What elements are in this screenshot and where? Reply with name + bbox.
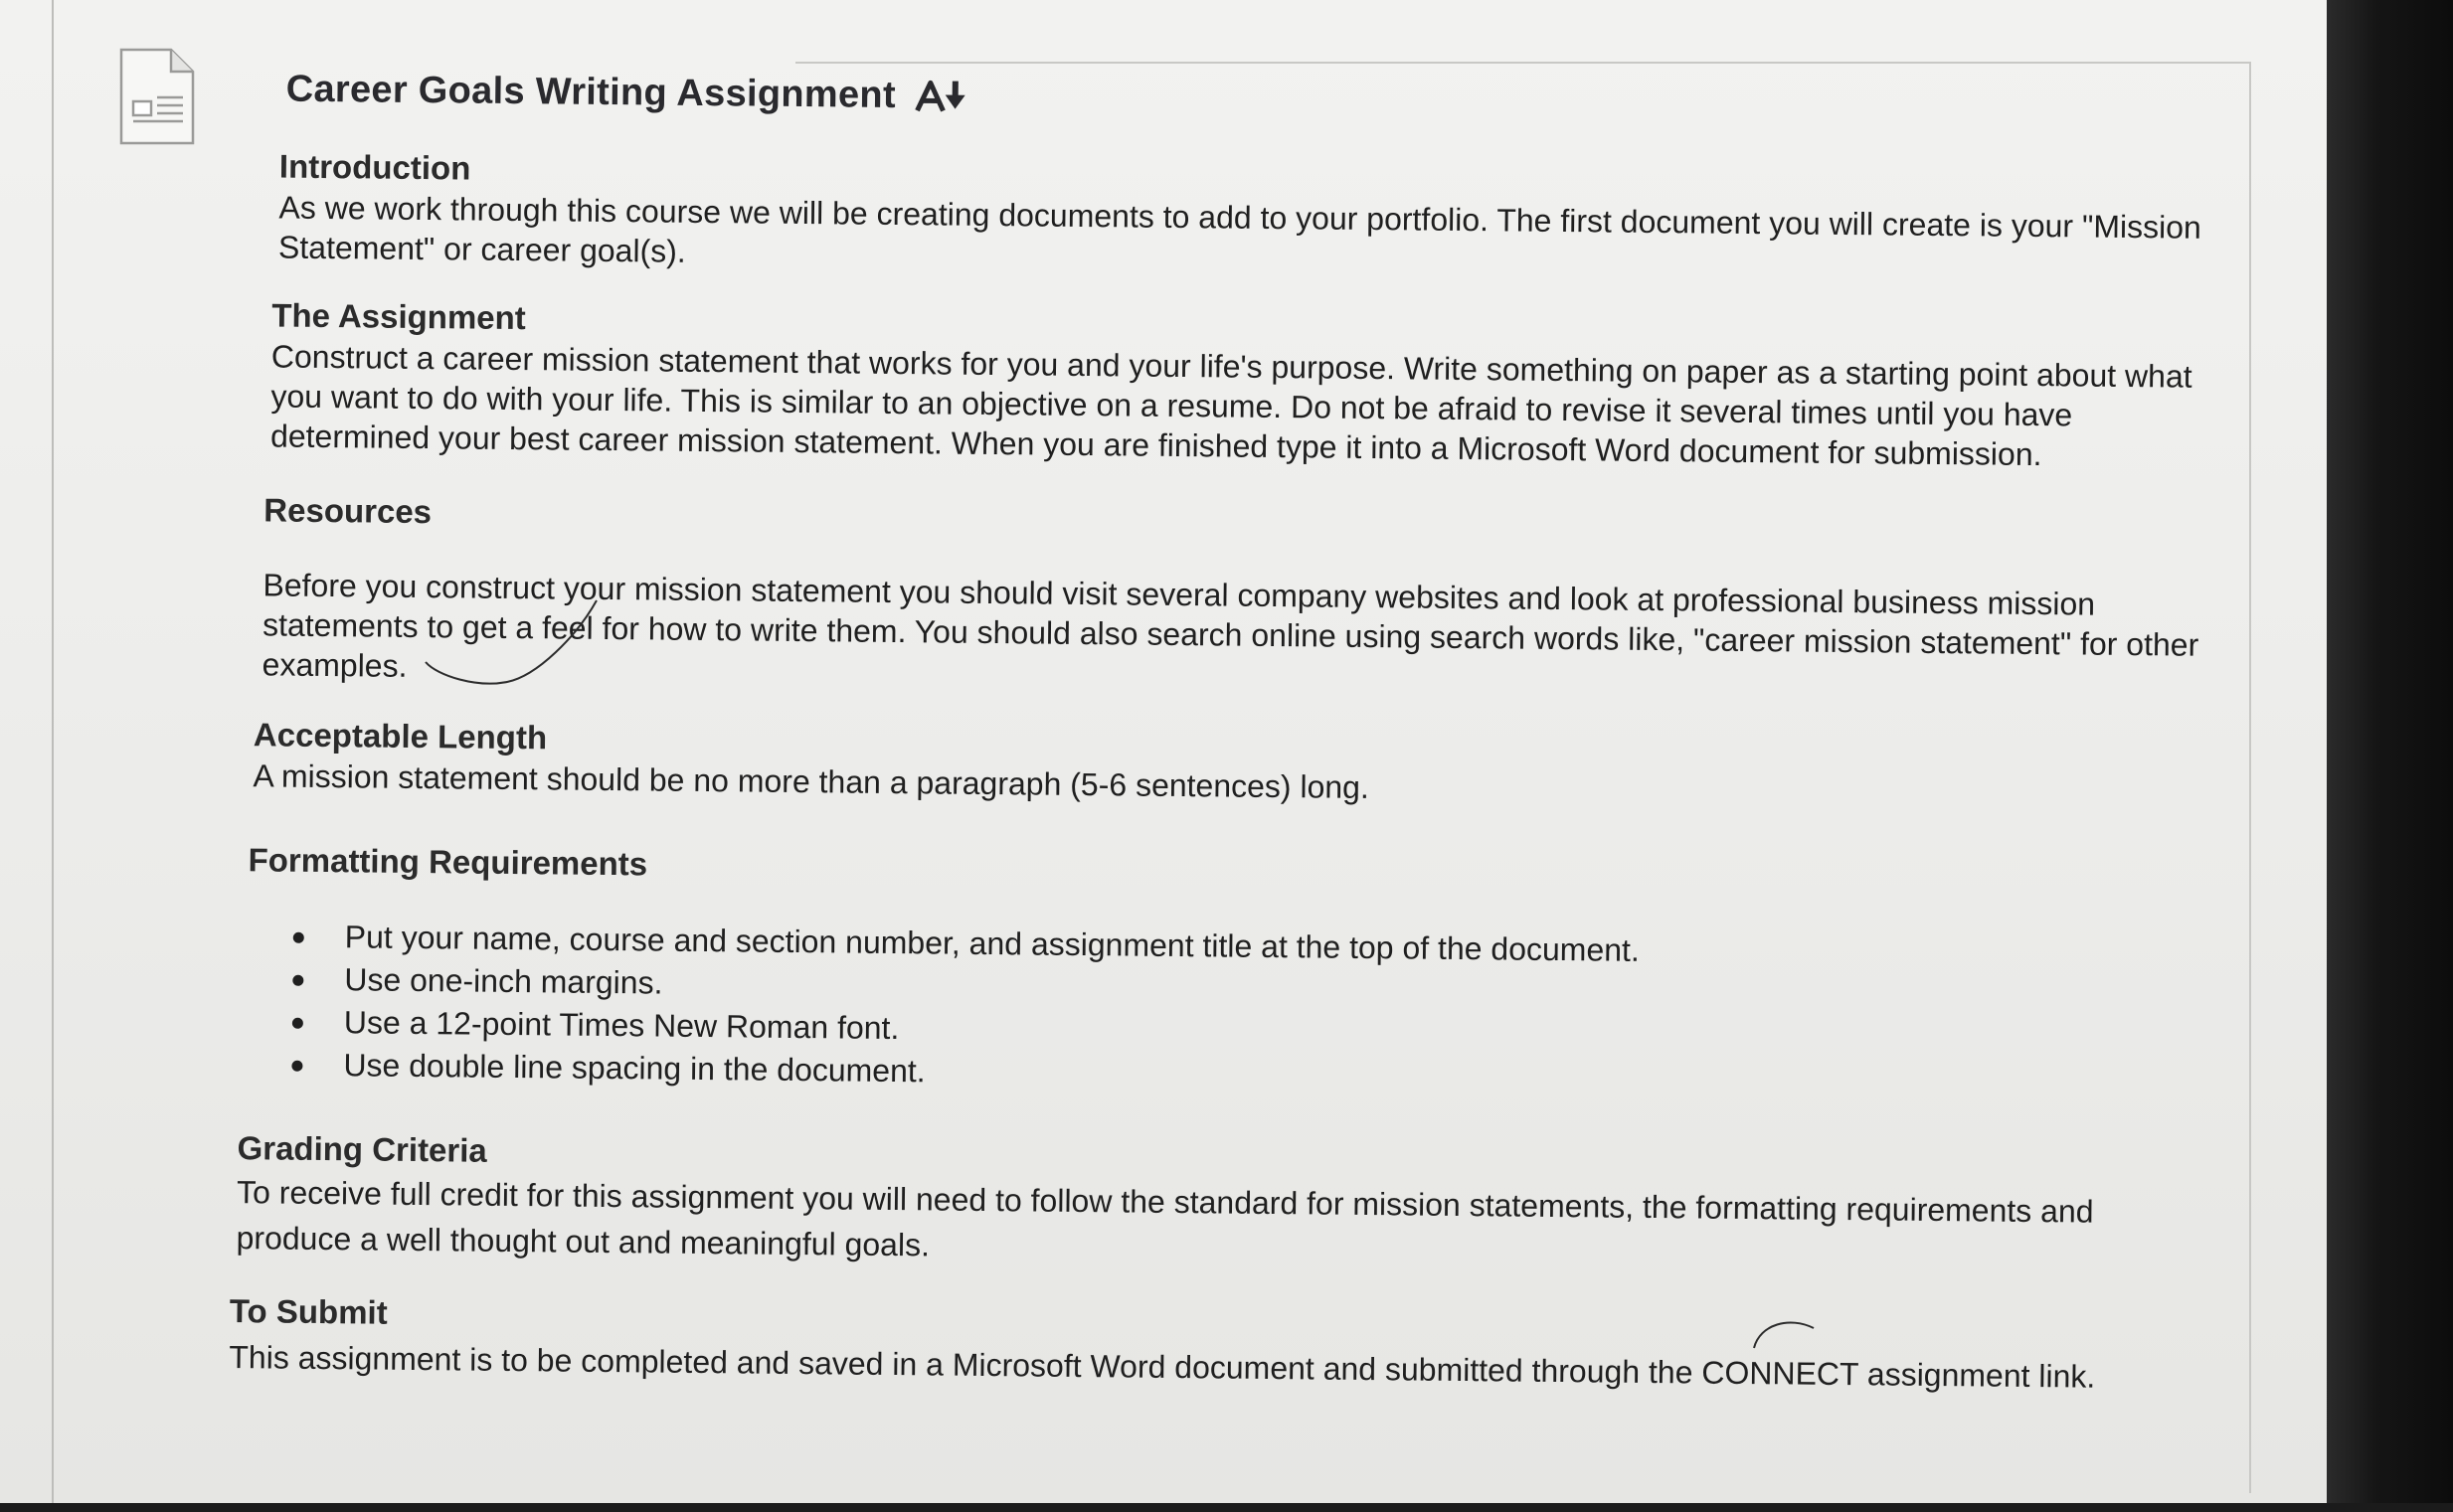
section-text: A mission statement should be no more than a paragraph (5-6 sentences) long.	[253, 757, 1370, 806]
divider	[795, 62, 2249, 64]
device-bezel	[0, 1503, 2453, 1512]
device-bezel	[2327, 0, 2453, 1512]
section-text: Before you construct your mission statement you should visit several company websites and look at professional business mission statements to get a feel for how to write them. You should also search online using search words like, "career mission statement" for other examples.	[262, 567, 2199, 684]
section-introduction	[278, 146, 2258, 288]
section-heading: Grading Criteria	[237, 1129, 487, 1169]
sort-az-icon[interactable]	[914, 77, 971, 117]
section-heading: Formatting Requirements	[248, 841, 648, 883]
list-item: Use a 12-point Times New Roman font.	[284, 1001, 2225, 1064]
section-formatting-requirements	[246, 839, 2226, 1106]
section-resources	[262, 489, 2242, 705]
section-text: This assignment is to be completed and saved in a Microsoft Word document and submitted through the CONNECT assignment link.	[229, 1339, 2096, 1395]
requirements-list	[283, 916, 2226, 1106]
section-heading: Introduction	[278, 147, 471, 187]
section-heading: The Assignment	[271, 296, 526, 337]
section-heading: Acceptable Length	[253, 716, 548, 756]
list-item: Use one-inch margins.	[284, 958, 2225, 1021]
section-assignment	[270, 294, 2251, 476]
list-item: Put your name, course and section number, and assignment title at the top of the document.	[285, 916, 2226, 978]
section-text: Construct a career mission statement that works for you and your life's purpose. Write something on paper as a starting point about what you want to do with your life. This is similar to an objective on a resume. Do not be afraid to revise it several times until you have determined your best career mission statement. When you are finished type it into a Microsoft Word document for submission.	[269, 338, 2192, 473]
section-grading-criteria	[236, 1127, 2215, 1281]
document-icon[interactable]	[119, 48, 195, 145]
title-row	[285, 69, 971, 118]
section-heading: Resources	[263, 491, 433, 531]
section-text: To receive full credit for this assignment you will need to follow the standard for mission statements, the formatting requirements and produce a well thought out and meaningful goals.	[236, 1174, 2094, 1263]
document-title: Career Goals Writing Assignment	[285, 68, 897, 117]
list-item: Use double line spacing in the document.	[283, 1044, 2224, 1106]
section-text: As we work through this course we will be creating documents to add to your portfolio. The first document you will create is your "Mission Statement" or career goal(s).	[277, 189, 2201, 269]
section-heading: To Submit	[229, 1292, 388, 1331]
